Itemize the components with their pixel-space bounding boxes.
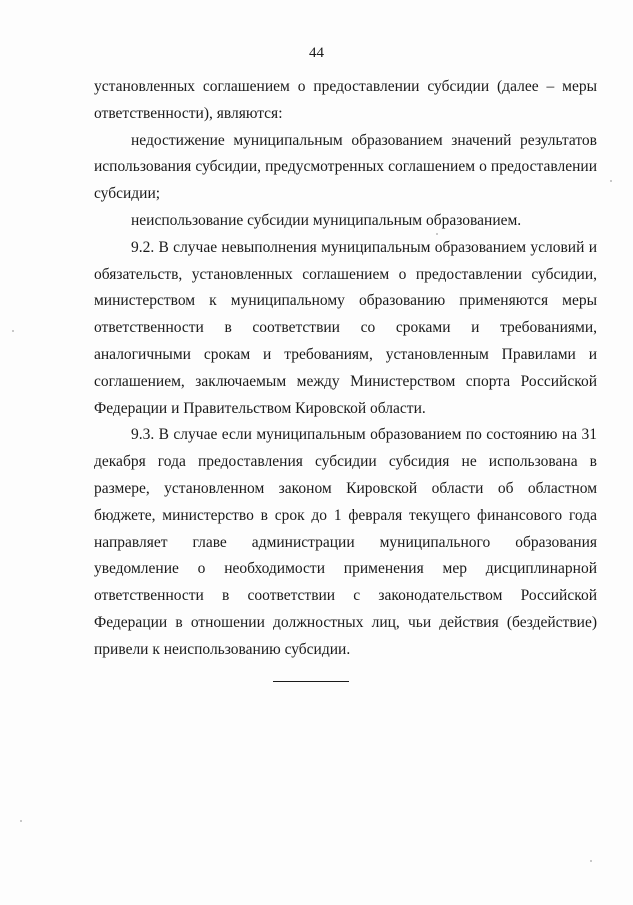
scan-speck (590, 860, 592, 862)
scan-speck (20, 820, 22, 822)
scan-speck (12, 330, 14, 332)
scan-speck (436, 233, 438, 235)
page-number: 44 (309, 45, 324, 61)
paragraph-item-nonuse: неиспользование субсидии муниципальным образованием. (131, 211, 522, 229)
closing-rule (273, 681, 349, 682)
document-body (94, 74, 597, 664)
scan-speck (610, 180, 612, 182)
paragraph-continuation: установленных соглашением о предоставлении субсидии (далее – меры ответственности), являются: (94, 78, 597, 122)
paragraph-9-3: 9.3. В случае если муниципальным образованием по состоянию на 31 декабря года предоставления субсидии субсидия не использована в размере, установленном законом Кировской области об областном бюджете, министерство в срок до 1 февраля текущего финансового года направляет главе администрации муниципального образования уведомление о необходимости применения мер дисциплинарной ответственности в соответствии с законодательством Российской Федерации в отношении должностных лиц, чьи действия (бездействие) привели к неиспользованию субсидии. (94, 426, 597, 658)
paragraph-item-nonachievement: недостижение муниципальным образованием значений результатов использования субсидии, предусмотренных соглашением о предоставлении субсидии; (94, 131, 597, 203)
paragraph-9-2: 9.2. В случае невыполнения муниципальным образованием условий и обязательств, установленных соглашением о предоставлении субсидии, министерством к муниципальному образованию применяются меры ответственности в соответствии со сроками и требованиями, аналогичными срокам и требованиям, установленным Правилами и соглашением, заключаемым между Министерством спорта Российской Федерации и Правительством Кировской области. (94, 238, 597, 417)
